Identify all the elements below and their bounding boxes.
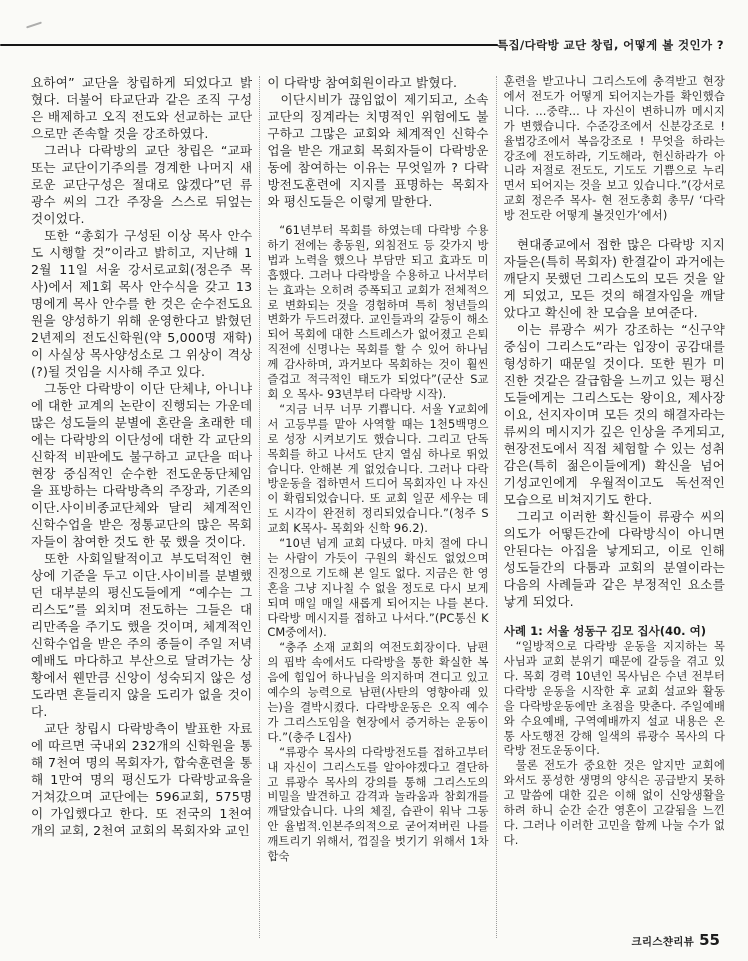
testimonial-quote: “류광수 목사의 다락방전도를 접하고부터 내 자신이 그리스도를 알아야겠다고 결단하고 류광수 목사의 강의를 통해 그리스도의 비밀을 발견하고 감격과 놀라움과 참회개를 깨달았습니다. 나의 체질, 습관이 워낙 그동안 율법적.인본주의적으로 굳어져버린 나를 깨트리기 위해서, 껍질을 벗기기 위해서 1차합숙 xyxy=(267,744,489,864)
case-study-heading: 사례 1: 서울 성동구 김모 집사(40. 여) xyxy=(503,624,707,639)
case-study-quote: “일방적으로 다락방 운동을 지지하는 목사님과 교회 분위기 때문에 갈등을 겪고 있다. 목회 경력 10년인 목사님은 수년 전부터 다락방 운동을 시작한 후 교회 설교와 활동을 다락방운동에만 초점을 맞춘다. 주일예배와 수요예배, 구역예배까지 설교 내용은 온통 사도행전 강해 일색의 류광수 목사의 다락방 전도운동이다. xyxy=(503,639,725,758)
column-separator xyxy=(259,76,260,938)
paragraph-gap xyxy=(504,610,725,623)
paragraph-gap xyxy=(504,223,725,236)
paragraph: 이는 류광수 씨가 강조하는 “신구약 중심이 그리스도”라는 입장이 공감대를 형성하기 때문일 것이다. 또한 뭔가 미진한 것같은 갈급함을 느끼고 있는 평신도들에게는 그리스도는 왕이요, 제사장이요, 선지자이며 모든 것의 해결자라는 류씨의 메시지가 깊은 인상을 주게되고, 현장전도에서 직접 체험할 수 있는 성취감은(특히 젊은이들에게) 확신을 넘어 기성교인에게 우월적이고도 독선적인 모습으로 비쳐지기도 한다. xyxy=(503,322,725,508)
testimonial-quote: “61년부터 목회를 하였는데 다락방 수용하기 전에는 총동원, 외침전도 등 갖가지 방법과 노력을 했으나 부담만 되고 효과도 미흡했다. 그러나 다락방을 수용하고 나서부터는 효과는 오히려 증폭되고 교회가 전체적으로 변화되는 것을 경험하며 특히 청년들의 변화가 두드러졌다. 교인들과의 갈등이 해소되어 목회에 대한 스트레스가 없어졌고 은퇴 직전에 신명나는 목회를 할 수 있어 하나님께 감사하며, 과거보다 목회하는 것이 훨씬 즐겁고 적극적인 태도가 되었다”(군산 S교회 오 목사- 93년부터 다락방 시작). xyxy=(267,223,489,401)
paragraph: 또한 사회일탈적이고 부도덕적인 현상에 기준을 두고 이단.사이비를 분별했던 대부분의 평신도들에게 “예수는 그리스도”를 외치며 전도하는 그들은 대리만족을 주기도 했을 것이며, 체계적인 신학수업을 받은 주의 종들이 주일 저녁예배도 마다하고 부산으로 달려가는 상황에서 웬만큼 신앙이 성숙되지 않은 성도라면 흔들리지 않을 도리가 없을 것이다. xyxy=(31,551,253,719)
paragraph: 그리고 이러한 확신들이 류광수 씨의 의도가 어떻든간에 다락방식이 아니면 안된다는 아집을 낳게되고, 이로 인해 성도들간의 다툼과 교회의 분열이라는 다음의 사례들과 같은 부정적인 요소를 낳게 되었다. xyxy=(503,509,725,610)
testimonial-quote: “10년 넘게 교회 다녔다. 마치 절에 다니는 사람이 가듯이 구원의 확신도 없었으며 진정으로 기도해 본 일도 없다. 지금은 한 영혼을 그냥 지나칠 수 없을 정도로 다시 보게되며 매일 매일 새롭게 되어지는 나를 본다. 다락방 메시지를 접하고 나서다.”(PC통신 KCM중에서). xyxy=(267,536,489,640)
section-title: 특집/다락방 교단 창립, 어떻게 볼 것인가 ? xyxy=(496,38,724,52)
testimonial-quote: “충주 소재 교회의 여전도회장이다. 남편의 핍박 속에서도 다락방을 통한 확실한 복음에 힘입어 하나님을 의지하며 견디고 있고 예수의 능력으로 남편(사탄의 영향아래 있는)을 결박시켰다. 다락방운동은 오직 예수가 그리스도임을 현장에서 증거하는 운동이다.”(충주 L집사) xyxy=(267,640,489,744)
paragraph: 이 다락방 참여회원이라고 밝혔다. xyxy=(267,75,458,90)
paragraph-gap xyxy=(267,210,488,223)
paragraph: 또한 “총회가 구성된 이상 목사 안수도 시행할 것”이라고 밝히고, 지난해 12월 11일 서울 강서로교회(정은주 목사)에서 제1회 목사 안수식을 갖고 13명에게 목사 안수를 한 것은 순수전도요원을 양성하기 위해 운영한다고 밝혔던 2년제의 전도신학원(약 5,000명 재학)이 사실상 목사양성소로 그 위상이 격상(?)될 것임을 시사해 주고 있다. xyxy=(31,228,253,379)
testimonial-quote: “지금 너무 너무 기쁩니다. 서울 Y교회에서 고등부를 맡아 사역할 때는 1천5백명으로 성장 시켜보기도 했습니다. 그리고 단독목회를 하고 나서도 단지 열심 하나로 뛰었습니다. 안해본 게 없었습니다. 그러나 다락방운동을 접하면서 드디어 목회자인 나 자신이 확립되었습니다. 또 교회 일꾼 세우는 데도 시각이 완전히 정리되었습니다.”(청주 S교회 K목사- 목회와 신학 96.2). xyxy=(267,401,489,536)
paragraph: 그동안 다락방이 이단 단체냐, 아니냐에 대한 교계의 논란이 진행되는 가운데 많은 성도들의 분별에 혼란을 초래한 데에는 다락방의 이단성에 대한 각 교단의 신학적 비판에도 불구하고 교단을 떠나 현장 중심적인 순수한 전도운동단체임을 표방하는 다락방측의 주장과, 기존의 이단.사이비종교단체와 달리 체계적인 신학수업을 받은 정통교단의 많은 목회자들이 참여한 것도 한 몫 했을 것이다. xyxy=(31,381,253,549)
paragraph: 이단시비가 끊임없이 제기되고, 소속교단의 징계라는 치명적인 위험에도 불구하고 그많은 교회와 체계적인 신학수업을 받은 개교회 목회자들이 다락방운동에 참여하는 이유는 무엇일까 ? 다락방전도훈련에 지지를 표명하는 목회자와 평신도들은 이렇게 말한다. xyxy=(267,92,489,209)
page-number: 55 xyxy=(699,931,720,949)
column-1 xyxy=(31,74,252,946)
testimonial-quote-continuation: 훈련을 받고나니 그리스도에 충격받고 현장에서 전도가 어떻게 되어지는가를 확인했습니다. ...중략... 나 자신이 변하니까 메시지가 변했습니다. 수준강조에서 신분강조로 ! 율법강조에서 복음강조로 ! 무엇을 하라는 강조에 전도하라, 기도해라, 헌신하라가 아니라 저절로 전도도, 기도도 기쁨으로 누리면서 되어지는 것을 보고 있습니다.”(강서로교회 정은주 목사- 현 전도총회 총무/ ‘다락방 전도란 어떻게 볼것인가’에서) xyxy=(503,74,725,223)
scan-artifact xyxy=(26,22,42,29)
column-separator xyxy=(496,76,497,938)
column-2 xyxy=(267,74,488,946)
header-rule xyxy=(0,44,498,46)
case-study-quote: 물론 전도가 중요한 것은 알지만 교회에 와서도 풍성한 생명의 양식은 공급받지 못하고 말씀에 대한 깊은 이해 없이 신앙생활을 하려 하니 순간 순간 영혼이 고갈됨을 느낀다. 그러나 이러한 고민을 함께 나눌 수가 없다. xyxy=(503,758,725,847)
column-3 xyxy=(504,74,725,946)
journal-name: 크리스챤리뷰 xyxy=(631,936,695,948)
article-columns xyxy=(31,74,725,946)
paragraph: 교단 창립시 다락방측이 발표한 자료에 따르면 국내외 232개의 신학원을 통해 7천여 명의 목회자가, 합숙훈련을 통해 1만여 명의 평신도가 다락방교육을 거쳐갔으며 교단에는 596교회, 575명이 가입했다고 한다. 또 전국의 1천여 개의 교회, 2천여 교회의 목회자와 교인 xyxy=(31,721,253,838)
page-footer xyxy=(631,931,720,949)
paragraph: 현대종교에서 접한 많은 다락방 지지자들은(특히 목회자) 한결같이 과거에는 깨닫지 못했던 그리스도의 모든 것을 알게 되었고, 모든 것의 해결자임을 깨달았다고 확신에 찬 모습을 보여준다. xyxy=(503,237,725,321)
paragraph: 요하여” 교단을 창립하게 되었다고 밝혔다. 더불어 타교단과 같은 조직 구성은 배제하고 오직 전도와 선교하는 교단으로만 존속할 것을 강조하였다. xyxy=(31,75,253,141)
paragraph: 그러나 다락방의 교단 창립은 “교파 또는 교단이기주의를 경계한 나머지 새로운 교단구성은 절대로 않겠다”던 류광수 씨의 그간 주장을 스스로 뒤엎는 것이었다. xyxy=(31,143,253,226)
